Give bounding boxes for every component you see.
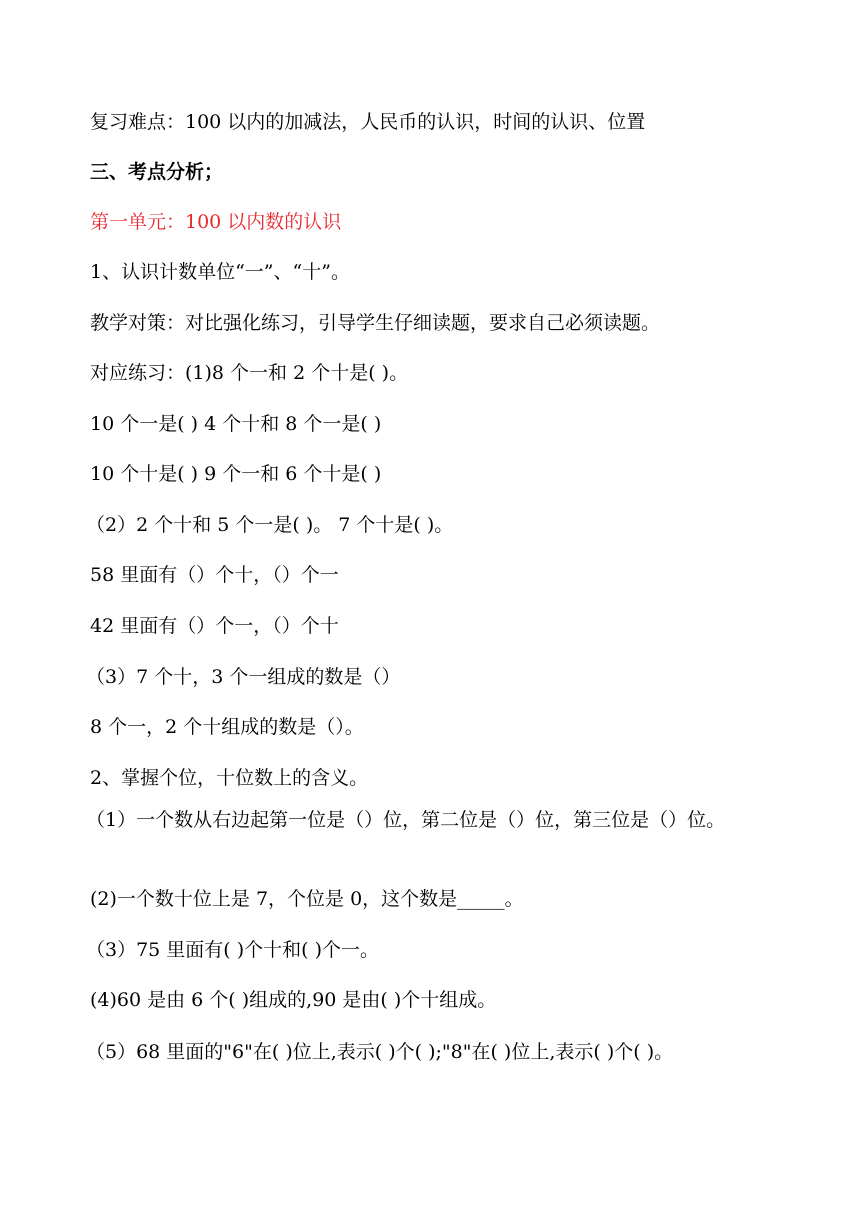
exercise-line: （5）68 里面的"6"在( )位上,表示( )个( );"8"在( )位上,表示( )个( )。	[86, 1041, 674, 1063]
teaching-strategy: 教学对策：对比强化练习，引导学生仔细读题，要求自己必须读题。	[90, 312, 661, 334]
review-difficulty-line: 复习难点：100 以内的加减法，人民币的认识，时间的认识、位置	[90, 111, 646, 133]
exercise-line: （3）75 里面有( )个十和( )个一。	[86, 939, 380, 961]
exercise-line: (2)一个数十位上是 7，个位是 0，这个数是_____。	[90, 888, 524, 910]
exercise-line: （1）一个数从右边起第一位是（）位，第二位是（）位，第三位是（）位。	[86, 809, 726, 831]
point-1-heading: 1、认识计数单位“一”、“十”。	[90, 261, 350, 283]
point-2-heading: 2、掌握个位，十位数上的含义。	[90, 767, 369, 789]
exercise-line: （2）2 个十和 5 个一是( )。 7 个十是( )。	[86, 514, 454, 536]
exercise-line: （3）7 个十，3 个一组成的数是（）	[86, 666, 401, 688]
section-heading: 三、考点分析；	[90, 161, 224, 183]
exercise-line: 对应练习：(1)8 个一和 2 个十是( )。	[90, 362, 409, 384]
exercise-line: 58 里面有（）个十，（）个一	[90, 564, 339, 586]
exercise-line: 42 里面有（）个一，（）个十	[90, 615, 339, 637]
exercise-line: 8 个一，2 个十组成的数是（）。	[90, 716, 364, 738]
unit-title: 第一单元：100 以内数的认识	[90, 211, 342, 233]
exercise-line: 10 个一是( ) 4 个十和 8 个一是( )	[90, 413, 382, 435]
exercise-line: (4)60 是由 6 个( )组成的,90 是由( )个十组成。	[90, 989, 497, 1011]
exercise-line: 10 个十是( ) 9 个一和 6 个十是( )	[90, 463, 382, 485]
